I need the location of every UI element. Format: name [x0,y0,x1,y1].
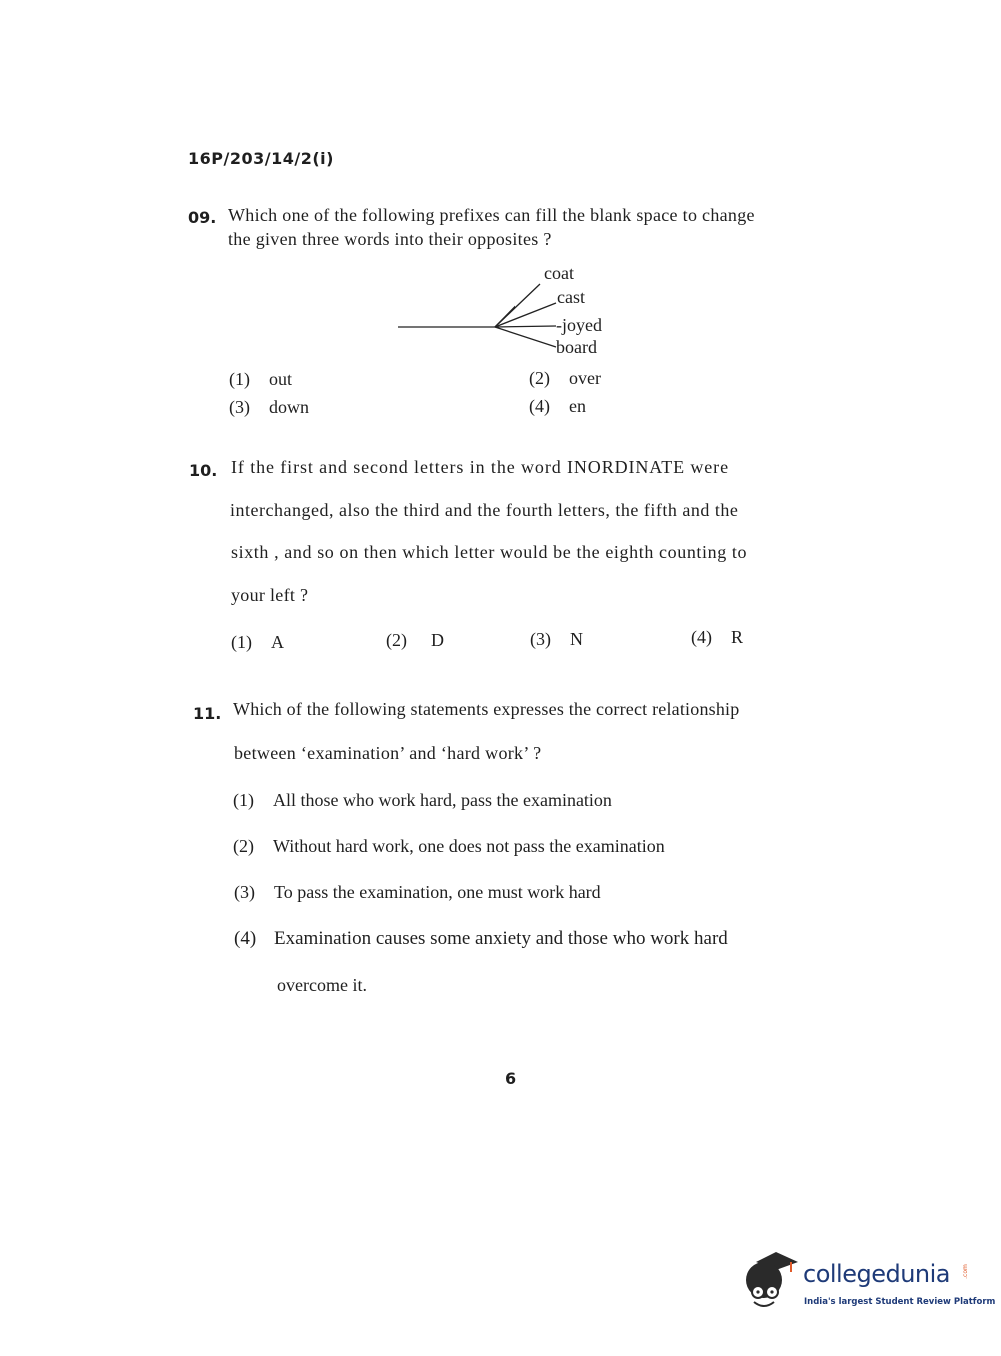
option-2 [233,836,665,857]
question-text-line: Which of the following statements expresses the correct relationship [233,699,740,719]
option-3 [229,397,309,418]
question-text-line: the given three words into their opposites ? [228,229,552,249]
tree-word-coat: coat [544,263,574,283]
option-number: (3) [229,397,250,417]
question-text-line: If the first and second letters in the word INORDINATE were [231,457,729,477]
option-text: D [431,630,444,650]
option-text: R [731,627,744,647]
option-text: To pass the examination, one must work hard [274,882,601,902]
option-2 [386,630,444,651]
option-text: en [569,396,586,416]
option-1 [231,632,284,653]
option-text: down [269,397,309,417]
option-number: (2) [386,630,407,650]
mascot-icon [742,1248,802,1320]
option-number: (2) [233,836,254,856]
paper-code: 16P/203/14/2(i) [188,149,334,168]
option-4 [529,396,586,417]
option-number: (3) [234,882,255,902]
brand-tagline: India's largest Student Review Platform [804,1297,996,1307]
option-4 [691,627,743,648]
option-3 [530,629,583,650]
option-number: (2) [529,368,550,388]
option-number: (3) [530,629,551,649]
tree-word-joyed: -joyed [556,315,602,335]
question-number: 11. [193,704,222,723]
option-text: All those who work hard, pass the examination [273,790,612,810]
page-number: 6 [505,1069,517,1088]
brand-tld: .com [961,1264,969,1279]
question-text-line: sixth , and so on then which letter would be the eighth counting to [231,542,748,562]
question-text-line: interchanged, also the third and the fourth letters, the fifth and the [230,500,739,520]
option-text: A [271,632,284,652]
prefix-tree-branches [490,278,560,358]
question-number: 09. [188,208,217,227]
option-text: out [269,369,293,389]
question-text-line: your left ? [231,585,309,605]
tree-word-cast: cast [557,287,585,307]
option-number: (4) [529,396,550,416]
tree-word-board: board [556,337,597,357]
option-number: (1) [233,790,254,810]
option-2 [529,368,601,389]
option-4-continuation: overcome it. [277,975,367,995]
option-number: (4) [691,627,712,647]
option-1 [233,790,612,811]
option-1 [229,369,292,390]
option-text: over [569,368,601,388]
question-text-line: between ‘examination’ and ‘hard work’ ? [234,743,542,763]
question-number: 10. [189,461,218,480]
option-number: (1) [231,632,252,652]
option-number: (1) [229,369,250,389]
brand-name: collegedunia [803,1260,951,1288]
option-4 [234,928,728,950]
option-text: Without hard work, one does not pass the examination [273,836,665,856]
option-text: N [570,629,583,649]
option-number: (4) [234,928,257,949]
option-3 [234,882,601,903]
question-text-line: Which one of the following prefixes can fill the blank space to change [228,205,755,225]
option-text: Examination causes some anxiety and those who work hard [274,928,728,949]
